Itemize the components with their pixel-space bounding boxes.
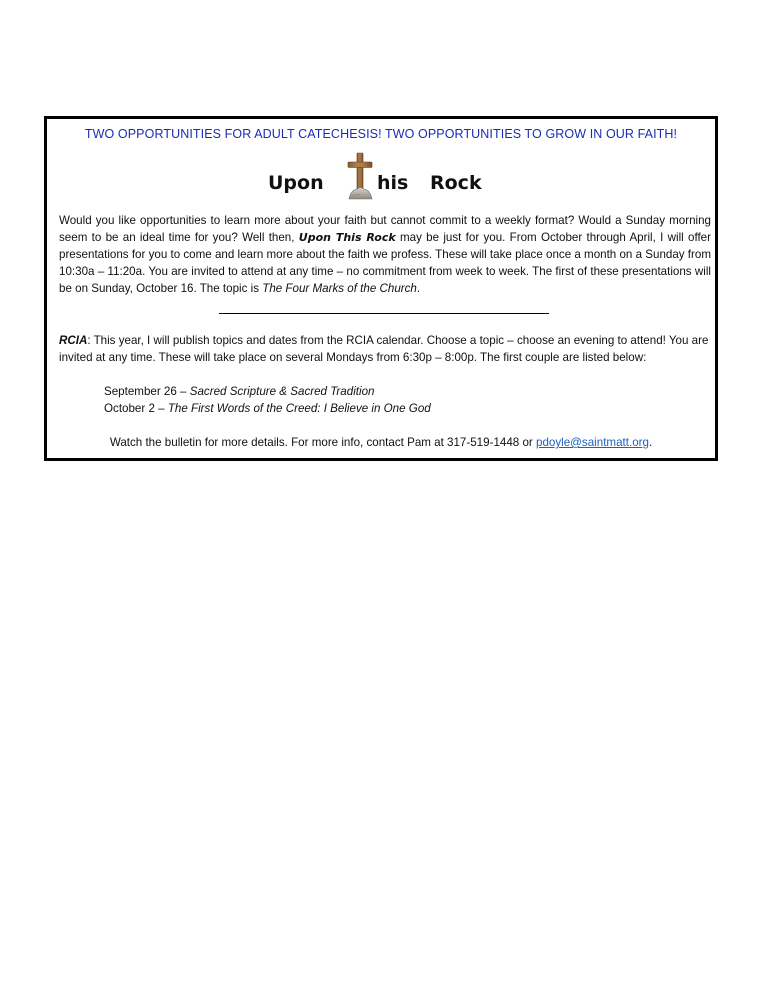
rcia-paragraph (59, 332, 711, 366)
utr-topic: The Four Marks of the Church (262, 282, 417, 295)
list-item (104, 400, 431, 417)
session-date: October 2 – (104, 402, 168, 415)
rcia-label: RCIA (59, 334, 88, 347)
session-topic: Sacred Scripture & Sacred Tradition (189, 385, 375, 398)
utr-text-2: may be just for you. From October through April, I will offer presentations for you to come and learn more about the faith we profess. These will take place once a month on a Sunday from 10:30a – 11:20a. You are invited to attend at any time – no commitment from week to week. The first of these presentations will be on Sunday, October 16. The topic is (59, 231, 711, 295)
contact-line (47, 434, 715, 451)
utr-text-1: Would you like opportunities to learn more about your faith but cannot commit to a weekly format? Would a Sunday morning seem to be an ideal time for you? Well then, (59, 214, 711, 244)
email-link[interactable]: pdoyle@saintmatt.org (536, 436, 649, 449)
contact-text: Watch the bulletin for more details. For more info, contact Pam at 317-519-1448 or (109, 436, 536, 449)
rcia-text: : This year, I will publish topics and dates from the RCIA calendar. Choose a topic – choose an evening to attend! You are invited at any time. These will take place on several Mondays from 6:30p – 8:00p. The first couple are listed below: (59, 334, 709, 364)
utr-brand-name: Upon This Rock (298, 231, 396, 244)
announcement-box (44, 116, 718, 461)
logo-word-rock: Rock (430, 172, 482, 194)
logo-word-his: his (377, 172, 409, 194)
session-topic: The First Words of the Creed: I Believe in One God (167, 402, 431, 415)
upon-this-rock-paragraph (59, 212, 711, 297)
list-item (104, 383, 431, 400)
rcia-session-list (104, 383, 431, 417)
logo-word-upon: Upon (268, 172, 324, 194)
utr-text-3: . (416, 282, 421, 295)
session-date: September 26 – (104, 385, 190, 398)
section-divider (219, 313, 549, 314)
upon-this-rock-logo (265, 152, 505, 200)
wooden-cross-on-rock-icon (345, 152, 375, 200)
headline: TWO OPPORTUNITIES FOR ADULT CATECHESIS! TWO OPPORTUNITIES TO GROW IN OUR FAITH! (84, 127, 678, 141)
contact-end: . (648, 436, 653, 449)
